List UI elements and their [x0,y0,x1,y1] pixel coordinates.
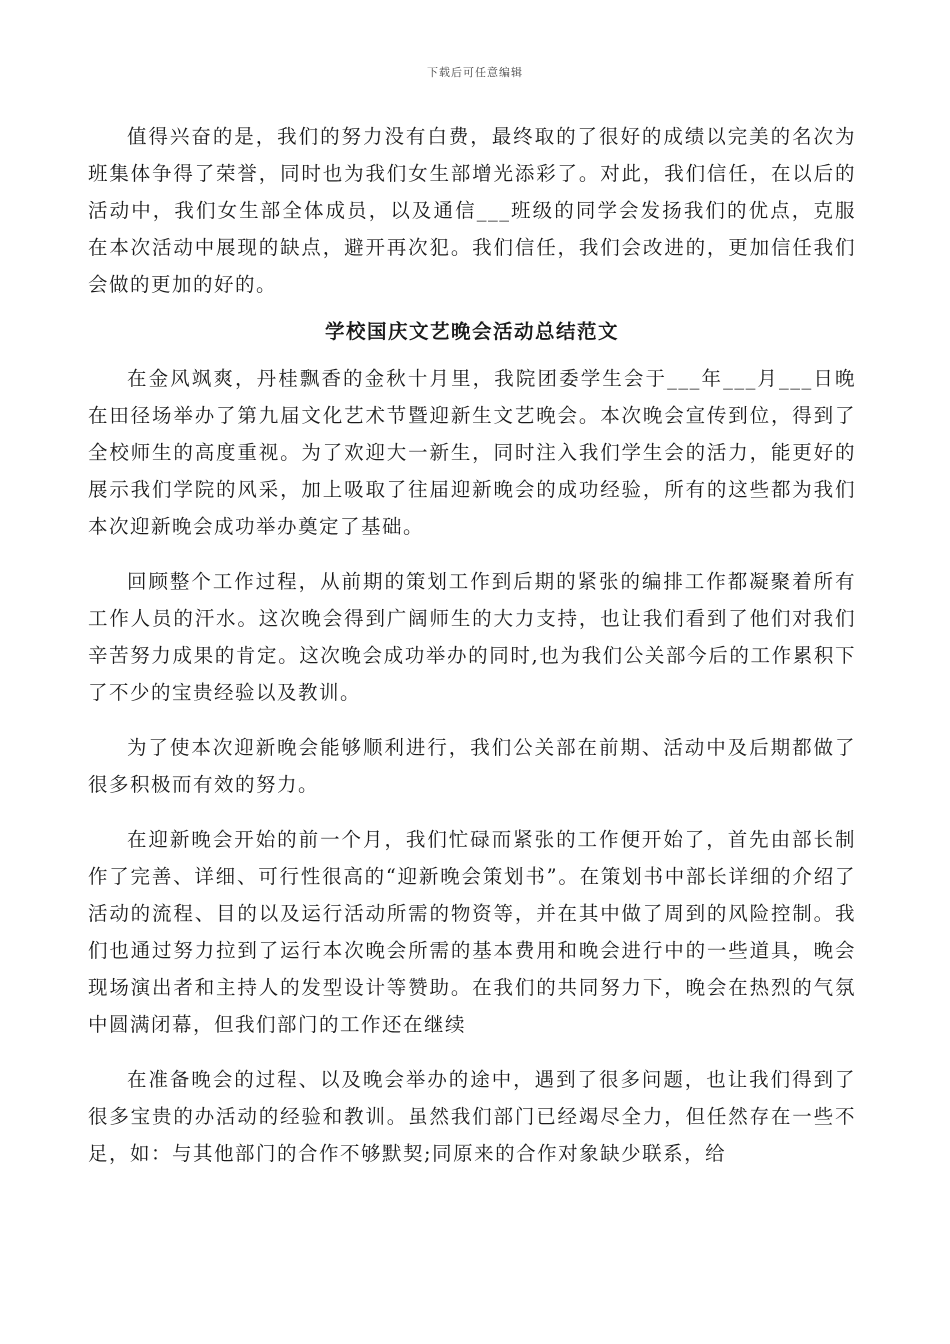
paragraph: 为了使本次迎新晚会能够顺利进行，我们公关部在前期、活动中及后期都做了很多积极而有效的努力。 [88,736,856,796]
section-title: 学校国庆文艺晚会活动总结范文 [324,320,619,343]
document-body [88,118,856,1172]
paragraph: 在准备晚会的过程、以及晚会举办的途中，遇到了很多问题，也让我们得到了很多宝贵的办活动的经验和教训。虽然我们部门已经竭尽全力，但任然存在一些不足，如：与其他部门的合作不够默契;同原来的合作对象缺少联系，给 [88,1068,856,1165]
paragraph: 回顾整个工作过程，从前期的策划工作到后期的紧张的编排工作都凝聚着所有工作人员的汗水。这次晚会得到广阔师生的大力支持，也让我们看到了他们对我们辛苦努力成果的肯定。这次晚会成功举办的同时,也为我们公关部今后的工作累积下了不少的宝贵经验以及教训。 [88,570,856,704]
page-header: 下载后可任意编辑 [427,66,523,79]
paragraph: 在金风飒爽，丹桂飘香的金秋十月里，我院团委学生会于___年___月___日晚在田径场举办了第九届文化艺术节暨迎新生文艺晚会。本次晚会宣传到位，得到了全校师生的高度重视。为了欢迎大一新生，同时注入我们学生会的活力，能更好的展示我们学院的风采，加上吸取了往届迎新晚会的成功经验，所有的这些都为我们本次迎新晚会成功举办奠定了基础。 [88,367,856,538]
paragraph: 值得兴奋的是，我们的努力没有白费，最终取的了很好的成绩以完美的名次为班集体争得了荣誉，同时也为我们女生部增光添彩了。对此，我们信任，在以后的活动中，我们女生部全体成员，以及通信___班级的同学会发扬我们的优点，克服在本次活动中展现的缺点，避开再次犯。我们信任，我们会改进的，更加信任我们会做的更加的好的。 [88,125,856,296]
paragraph: 在迎新晚会开始的前一个月，我们忙碌而紧张的工作便开始了，首先由部长制作了完善、详细、可行性很高的“迎新晚会策划书”。在策划书中部长详细的介绍了活动的流程、目的以及运行活动所需的物资等，并在其中做了周到的风险控制。我们也通过努力拉到了运行本次晚会所需的基本费用和晚会进行中的一些道具，晚会现场演出者和主持人的发型设计等赞助。在我们的共同努力下，晚会在热烈的气氛中圆满闭幕，但我们部门的工作还在继续 [88,828,856,1036]
